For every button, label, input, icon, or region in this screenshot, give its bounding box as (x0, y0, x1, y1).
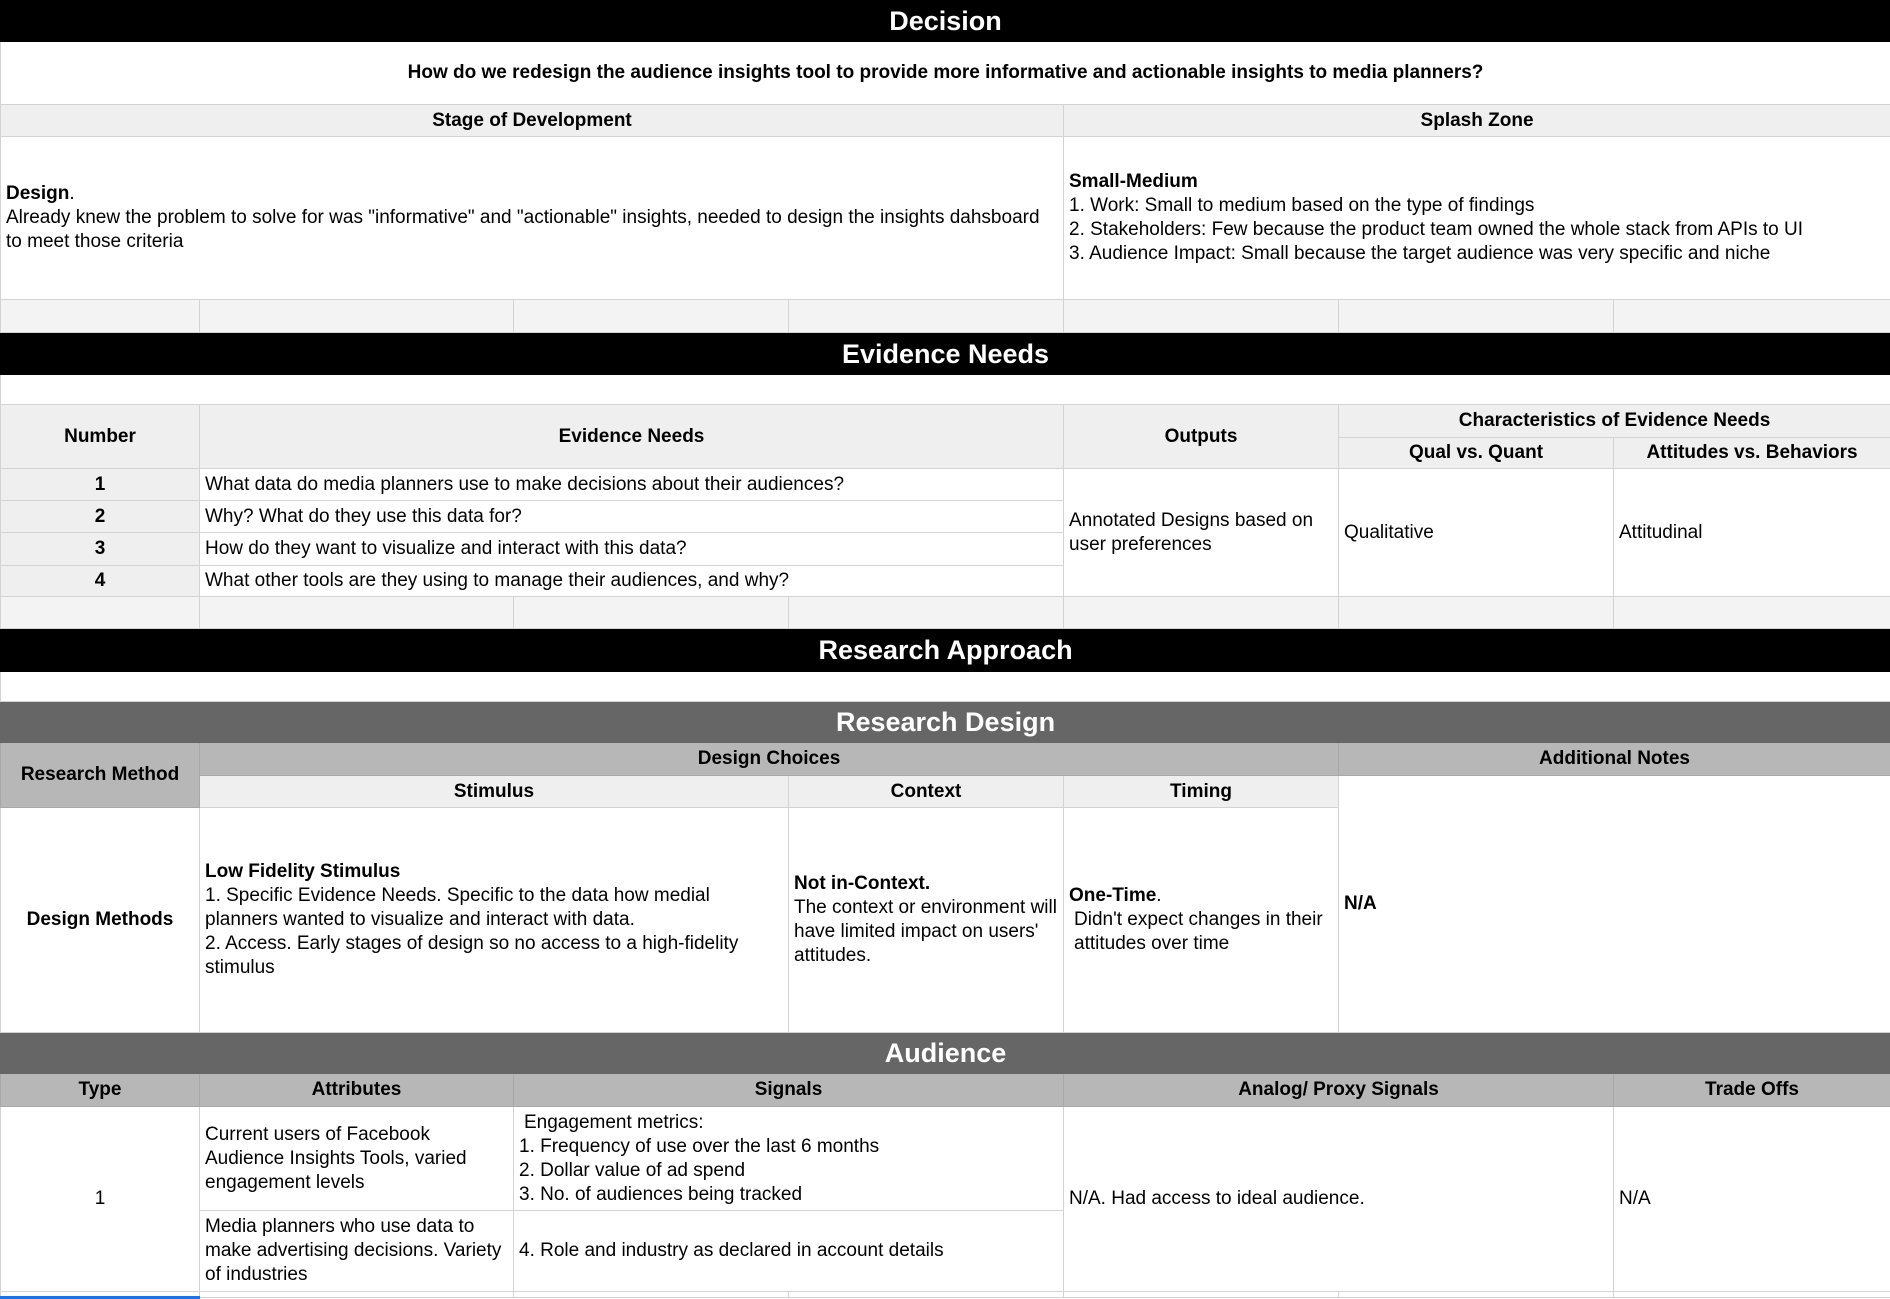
empty-cell[interactable] (514, 597, 789, 629)
empty-cell[interactable] (1339, 1292, 1614, 1298)
research-method-header[interactable]: Research Method (1, 743, 200, 808)
additional-notes-header[interactable]: Additional Notes (1339, 743, 1890, 776)
stage-body: Already knew the problem to solve for was "informative" and "actionable" insights, needed to design the insights dahsboard to meet those criteria (6, 207, 1040, 252)
evidence-number[interactable]: 2 (1, 501, 200, 533)
outputs-cell[interactable]: Annotated Designs based on user preferences (1064, 469, 1339, 597)
characteristics-header[interactable]: Characteristics of Evidence Needs (1339, 405, 1890, 438)
evidence-need[interactable]: How do they want to visualize and interact with this data? (200, 533, 1064, 566)
empty-cell[interactable] (1064, 597, 1339, 629)
context-body: The context or environment will have limited impact on users' attitudes. (794, 896, 1058, 968)
proxy-signals-header[interactable]: Analog/ Proxy Signals (1064, 1074, 1614, 1107)
proxy-signals-cell[interactable]: N/A. Had access to ideal audience. (1064, 1107, 1614, 1292)
evidence-need[interactable]: Why? What do they use this data for? (200, 501, 1064, 533)
evidence-needs-header[interactable]: Evidence Needs (200, 405, 1064, 469)
empty-cell[interactable] (789, 597, 1064, 629)
empty-row[interactable] (1, 672, 1890, 702)
empty-row[interactable] (1, 375, 1890, 405)
empty-cell[interactable] (514, 1292, 789, 1298)
empty-cell[interactable] (514, 300, 789, 333)
outputs-header[interactable]: Outputs (1064, 405, 1339, 469)
table-row (1, 469, 1890, 501)
research-design-header[interactable]: Research Design (1, 702, 1890, 743)
decision-section-header[interactable]: Decision (1, 1, 1890, 42)
evidence-needs-section-header[interactable]: Evidence Needs (1, 333, 1890, 375)
attributes-header[interactable]: Attributes (200, 1074, 514, 1107)
context-header[interactable]: Context (789, 776, 1064, 808)
empty-cell[interactable] (1064, 300, 1339, 333)
stage-title-suffix: . (69, 183, 74, 204)
number-header[interactable]: Number (1, 405, 200, 469)
audience-type-cell[interactable]: 1 (1, 1107, 200, 1292)
signals-cell[interactable] (514, 1107, 1064, 1211)
evidence-number[interactable]: 1 (1, 469, 200, 501)
qual-quant-header[interactable]: Qual vs. Quant (1339, 438, 1614, 469)
empty-cell[interactable] (789, 1292, 1064, 1298)
trade-offs-header[interactable]: Trade Offs (1614, 1074, 1890, 1107)
stimulus-title: Low Fidelity Stimulus (205, 860, 783, 884)
stage-of-development-cell[interactable] (1, 137, 1064, 300)
stimulus-header[interactable]: Stimulus (200, 776, 789, 808)
splash-item: 2. Stakeholders: Few because the product team owned the whole stack from APIs to UI (1069, 218, 1885, 242)
empty-cell[interactable] (1339, 597, 1614, 629)
empty-cell[interactable] (200, 300, 514, 333)
additional-notes-cell[interactable]: N/A (1339, 776, 1890, 1033)
empty-cell[interactable] (1614, 597, 1890, 629)
research-approach-section-header[interactable]: Research Approach (1, 629, 1890, 672)
evidence-need[interactable]: What other tools are they using to manage their audiences, and why? (200, 566, 1064, 597)
evidence-need[interactable]: What data do media planners use to make decisions about their audiences? (200, 469, 1064, 501)
trade-offs-cell[interactable]: N/A (1614, 1107, 1890, 1292)
empty-cell[interactable] (1339, 300, 1614, 333)
splash-zone-header[interactable]: Splash Zone (1064, 105, 1890, 137)
empty-cell[interactable] (1, 300, 200, 333)
attributes-cell[interactable]: Current users of Facebook Audience Insights Tools, varied engagement levels (200, 1107, 514, 1211)
stimulus-cell[interactable] (200, 808, 789, 1033)
splash-item: 1. Work: Small to medium based on the type of findings (1069, 194, 1885, 218)
timing-body: Didn't expect changes in their attitudes over time (1069, 908, 1333, 956)
empty-cell[interactable] (1064, 1292, 1339, 1298)
empty-cell[interactable] (1614, 300, 1890, 333)
audience-header[interactable]: Audience (1, 1033, 1890, 1074)
splash-zone-cell[interactable] (1064, 137, 1890, 300)
timing-suffix: . (1156, 885, 1161, 906)
stage-of-development-header[interactable]: Stage of Development (1, 105, 1064, 137)
context-cell[interactable] (789, 808, 1064, 1033)
attitudes-behaviors-header[interactable]: Attitudes vs. Behaviors (1614, 438, 1890, 469)
signal-item: 3. No. of audiences being tracked (519, 1183, 1058, 1207)
attitudes-behaviors-cell[interactable]: Attitudinal (1614, 469, 1890, 597)
evidence-number[interactable]: 3 (1, 533, 200, 566)
qual-quant-cell[interactable]: Qualitative (1339, 469, 1614, 597)
timing-header[interactable]: Timing (1064, 776, 1339, 808)
stage-title: Design (6, 183, 69, 204)
signals-cell[interactable]: 4. Role and industry as declared in account details (514, 1211, 1064, 1292)
signal-item: 2. Dollar value of ad spend (519, 1159, 1058, 1183)
design-choices-header[interactable]: Design Choices (200, 743, 1339, 776)
empty-cell[interactable] (1, 597, 200, 629)
selected-cell[interactable] (1, 1292, 200, 1298)
timing-cell[interactable] (1064, 808, 1339, 1033)
empty-cell[interactable] (200, 1292, 514, 1298)
decision-question[interactable]: How do we redesign the audience insights tool to provide more informative and actionable insights to media planners? (1, 42, 1890, 105)
stimulus-line: 2. Access. Early stages of design so no access to a high-fidelity stimulus (205, 932, 783, 980)
evidence-number[interactable]: 4 (1, 566, 200, 597)
empty-cell[interactable] (789, 300, 1064, 333)
signals-intro: Engagement metrics: (519, 1111, 1058, 1135)
timing-title: One-Time (1069, 885, 1156, 906)
context-title: Not in-Context. (794, 872, 1058, 896)
stimulus-line: 1. Specific Evidence Needs. Specific to the data how medial planners wanted to visualize and interact with data. (205, 884, 783, 932)
signals-header[interactable]: Signals (514, 1074, 1064, 1107)
type-header[interactable]: Type (1, 1074, 200, 1107)
empty-cell[interactable] (200, 597, 514, 629)
research-method-cell[interactable]: Design Methods (1, 808, 200, 1033)
empty-cell[interactable] (1614, 1292, 1890, 1298)
splash-title: Small-Medium (1069, 170, 1885, 194)
splash-item: 3. Audience Impact: Small because the target audience was very specific and niche (1069, 242, 1885, 266)
attributes-cell[interactable]: Media planners who use data to make advertising decisions. Variety of industries (200, 1211, 514, 1292)
signal-item: 1. Frequency of use over the last 6 months (519, 1135, 1058, 1159)
